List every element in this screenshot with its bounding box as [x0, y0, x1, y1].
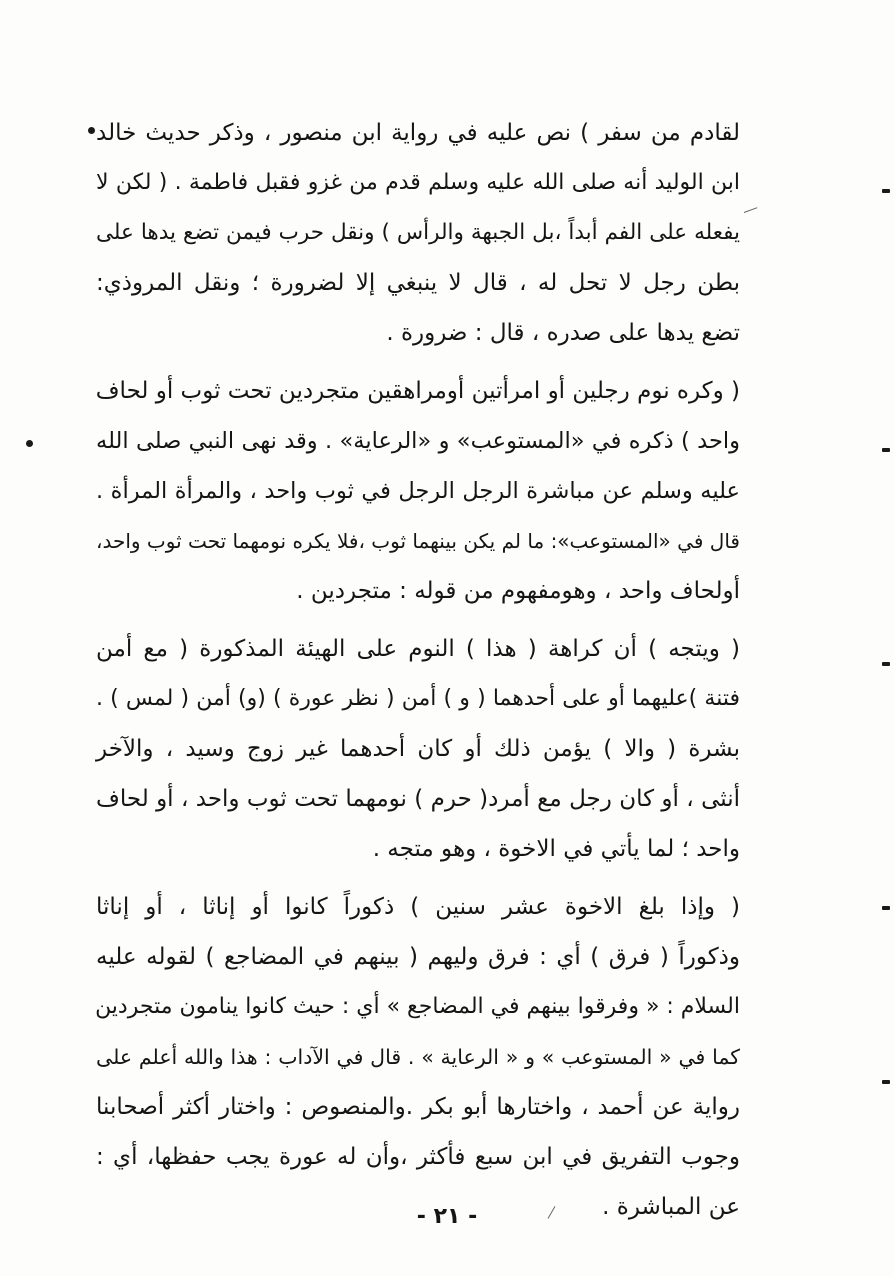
paragraph: [96, 882, 740, 1232]
margin-mark-right: [882, 662, 890, 666]
text-line: أولحاف واحد ، وهومفهوم من قوله : متجردين .: [296, 578, 740, 604]
text-line: ( وإذا بلغ الاخوة عشر سنين ) ذكوراً كانوا أو إناثا ، أو إناثا: [96, 894, 740, 920]
text-line: لقادم من سفر ) نص عليه في رواية ابن منصور ، وذكر حديث خالد: [96, 120, 740, 146]
text-line: واحد ) ذكره في «المستوعب» و «الرعاية» . وقد نهى النبي صلى الله: [96, 428, 740, 454]
text-line: فتنة )عليهما أو على أحدهما ( و ) أمن ( نظر عورة ) (و) أمن ( لمس ) .: [96, 686, 740, 711]
text-line: بطن رجل لا تحل له ، قال لا ينبغي إلا لضرورة ؛ ونقل المروذي:: [96, 270, 740, 296]
scan-scuff: [744, 207, 757, 213]
text-line: وذكوراً ( فرق ) أي : فرق وليهم ( بينهم في المضاجع ) لقوله عليه: [96, 944, 740, 970]
text-line: قال في «المستوعب»: ما لم يكن بينهما ثوب ،فلا يكره نومهما تحت ثوب واحد،: [96, 529, 740, 553]
paragraph: [96, 624, 740, 874]
text-line: ابن الوليد أنه صلى الله عليه وسلم قدم من غزو فقبل فاطمة . ( لكن لا: [96, 170, 740, 195]
margin-mark-right: [882, 1080, 890, 1084]
paragraph: [96, 366, 740, 616]
page-body: [96, 108, 740, 1240]
text-line: السلام : « وفرقوا بينهم في المضاجع » أي : حيث كانوا ينامون متجردين: [95, 994, 740, 1019]
page-number: - ٢١ -: [416, 1204, 478, 1229]
text-line: عن المباشرة .: [602, 1194, 740, 1220]
text-line: أنثى ، أو كان رجل مع أمرد( حرم ) نومهما تحت ثوب واحد ، أو لحاف: [96, 786, 740, 812]
text-line: رواية عن أحمد ، واختارها أبو بكر .والمنصوص : واختار أكثر أصحابنا: [96, 1094, 740, 1120]
text-line: وجوب التفريق في ابن سبع فأكثر ،وأن له عورة يجب حفظها، أي :: [96, 1144, 740, 1170]
text-line: تضع يدها على صدره ، قال : ضرورة .: [386, 320, 740, 346]
text-line: ( ويتجه ) أن كراهة ( هذا ) النوم على الهيئة المذكورة ( مع أمن: [96, 636, 740, 662]
text-line: كما في « المستوعب » و « الرعاية » . قال في الآداب : هذا والله أعلم على: [96, 1045, 740, 1069]
text-line: عليه وسلم عن مباشرة الرجل الرجل في ثوب واحد ، والمرأة المرأة .: [96, 478, 740, 504]
margin-mark-right: [882, 906, 890, 910]
paragraph: [96, 108, 740, 358]
margin-mark-right: [882, 189, 890, 193]
text-line: ( وكره نوم رجلين أو امرأتين أومراهقين متجردين تحت ثوب أو لحاف: [95, 378, 740, 404]
text-line: بشرة ( والا ) يؤمن ذلك أو كان أحدهما غير زوج وسيد ، والآخر: [96, 736, 740, 762]
text-line: واحد ؛ لما يأتي في الاخوة ، وهو متجه .: [372, 836, 740, 862]
margin-dot-left: [26, 440, 33, 447]
bullet-mark: [88, 127, 95, 134]
text-line: يفعله على الفم أبداً ،بل الجبهة والرأس ) ونقل حرب فيمن تضع يدها على: [96, 220, 740, 245]
margin-mark-right: [882, 448, 890, 452]
